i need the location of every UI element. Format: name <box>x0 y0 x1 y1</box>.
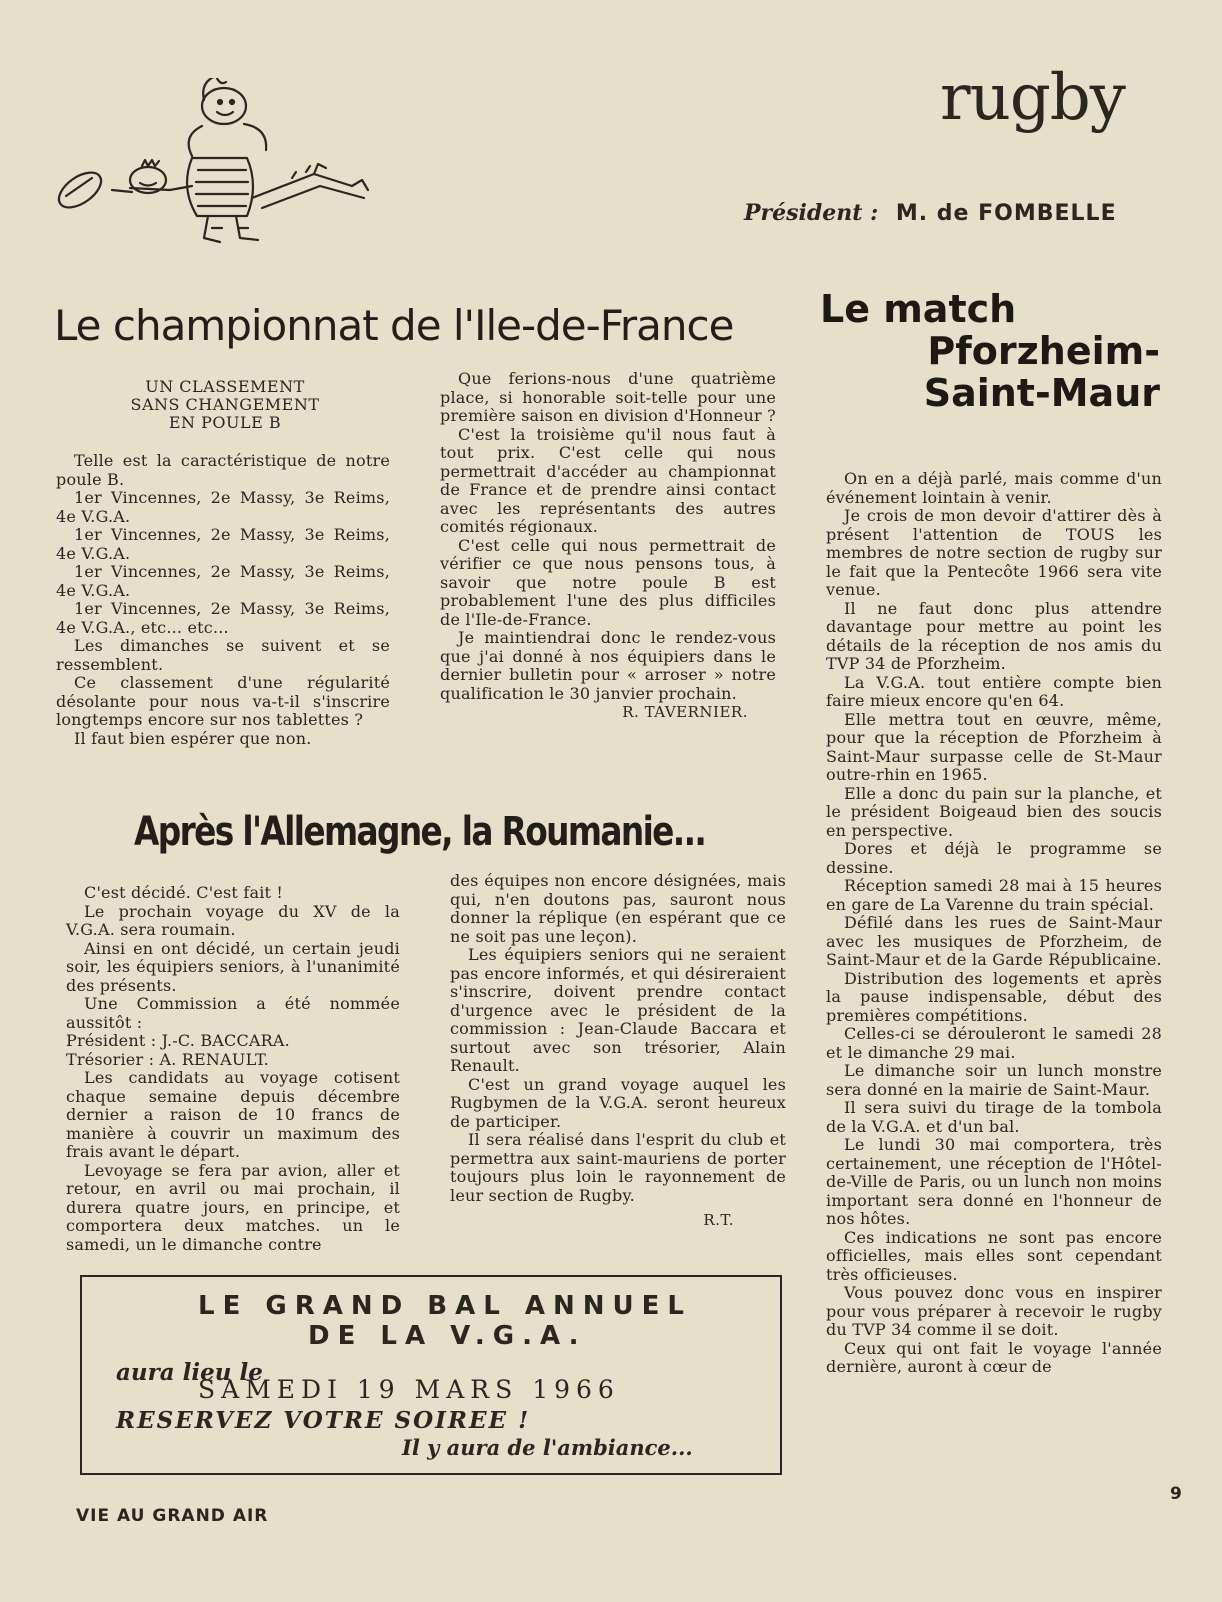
paragraph: Que ferions-nous d'une quatrième place, si honorable soit-telle pour une première saison en division d'Honneur ? <box>440 369 776 425</box>
paragraph: Il faut bien espérer que non. <box>74 728 312 748</box>
paragraph: C'est un grand voyage auquel les Rugbymen de la V.G.A. seront heureux de participer. <box>450 1074 786 1131</box>
paragraph: 1er Vincennes, 2e Massy, 3e Reims, 4e V.G.A. <box>56 562 390 600</box>
paragraph: Levoyage se fera par avion, aller et retour, en avril ou mai prochain, il durera quatre jours, en principe, et comportera deux matches. un le samedi, un le dimanche contre <box>66 1160 400 1254</box>
paragraph: C'est la troisième qu'il nous faut à tout prix. C'est celle qui nous permettrait d'accéder au championnat de France et de prendre ainsi contact avec les représentants des autres comités régionaux. <box>440 424 776 536</box>
ad-line-6: Il y aura de l'ambiance... <box>402 1435 693 1460</box>
paragraph: Il sera suivi du tirage de la tombola de la V.G.A. et d'un bal. <box>826 1098 1162 1136</box>
article1-column-1 <box>56 452 390 748</box>
paragraph: Celles-ci se dérouleront le samedi 28 et le dimanche 29 mai. <box>826 1024 1162 1062</box>
president-label: Président : <box>744 200 879 226</box>
paragraph: Ces indications ne sont pas encore officielles, mais elles sont cependant très officieuses. <box>826 1227 1162 1284</box>
paragraph: Elle mettra tout en œuvre, même, pour que la réception de Pforzheim à Saint-Maur surpasse celle de St-Maur outre-rhin en 1965. <box>826 709 1162 784</box>
paragraph: Dores et déjà le programme se dessine. <box>826 839 1162 877</box>
ad-line-3: aura lieu le <box>116 1359 263 1386</box>
paragraph: C'est celle qui nous permettrait de vérifier ce que nous pensons tous, à savoir que notre poule B est probablement l'une des plus difficiles de l'Ile-de-France. <box>440 535 776 629</box>
paragraph: Trésorier : A. RENAULT. <box>66 1049 269 1069</box>
article2-title: Après l'Allemagne, la Roumanie... <box>134 809 706 855</box>
article2-signature: R.T. <box>703 1211 734 1229</box>
paragraph: des équipes non encore désignées, mais qui, n'en doutons pas, sauront nous donner la réplique (en espérant que ce ne soit pas une leçon). <box>450 871 786 946</box>
president-name: M. de FOMBELLE <box>895 201 1117 226</box>
paragraph: Ceux qui ont fait le voyage l'année dernière, auront à cœur de <box>826 1338 1162 1376</box>
paragraph: Je maintiendrai donc le rendez-vous que j'ai donné à nos équipiers dans le dernier bulletin pour « arroser » notre qualification le 30 janvier prochain. <box>440 628 776 703</box>
paragraph: Le lundi 30 mai comportera, très certainement, une réception de l'Hôtel-de-Ville de Paris, ou un lunch non moins important sera donné en l'honneur de nos hôtes. <box>826 1135 1162 1228</box>
paragraph: Je crois de mon devoir d'attirer dès à présent l'attention de TOUS les membres de notre section de rugby sur le fait que la Pentecôte 1966 sera vite venue. <box>826 506 1162 599</box>
paragraph: Elle a donc du pain sur la planche, et le président Boigeaud bien des soucis en perspective. <box>826 783 1162 840</box>
title-line: Le match <box>820 287 1017 331</box>
paragraph: Le prochain voyage du XV de la V.G.A. sera roumain. <box>66 901 400 939</box>
title-line: Pforzheim- <box>927 329 1160 373</box>
paragraph: Président : J.-C. BACCARA. <box>66 1031 290 1050</box>
paragraph: Vous pouvez donc vous en inspirer pour vous préparer à recevoir le rugby du TVP 34 comme il se doit. <box>826 1283 1162 1339</box>
page-number: 9 <box>1170 1484 1182 1504</box>
article2-column-1 <box>66 884 400 1254</box>
article1-title: Le championnat de l'Ile-de-France <box>54 301 734 350</box>
article3-title <box>820 288 1160 414</box>
ad-line-2: DE LA V.G.A. <box>308 1321 587 1351</box>
paragraph: C'est décidé. C'est fait ! <box>84 883 284 902</box>
subhead-line: EN POULE B <box>168 413 282 432</box>
paragraph: Telle est la caractéristique de notre poule B. <box>56 451 390 489</box>
paragraph: Les candidats au voyage cotisent chaque semaine depuis décembre dernier a raison de 10 francs de manière à couvrir un maximum des frais avant le départ. <box>66 1068 400 1161</box>
article1-column-2 <box>440 370 776 722</box>
subhead-line: SANS CHANGEMENT <box>130 395 320 414</box>
paragraph: Il sera réalisé dans l'esprit du club et permettra aux saint-mauriens de porter toujours plus loin le rayonnement de leur section de Rugby. <box>450 1130 786 1205</box>
paragraph: Il ne faut donc plus attendre davantage pour mettre au point les détails de la réception de nos amis du TVP 34 de Pforzheim. <box>826 598 1162 673</box>
paragraph: Les équipiers seniors qui ne seraient pas encore informés, et qui désireraient s'inscrire, doivent prendre contact d'urgence avec le président de la commission : Jean-Claude Baccara et surtout avec son trésorier, Alain Renault. <box>450 945 786 1075</box>
paragraph: Réception samedi 28 mai à 15 heures en gare de La Varenne du train spécial. <box>826 876 1162 914</box>
title-line: Saint-Maur <box>923 371 1160 415</box>
ad-line-1: LE GRAND BAL ANNUEL <box>198 1291 692 1321</box>
paragraph: Une Commission a été nommée aussitôt : <box>66 994 400 1032</box>
subhead-line: UN CLASSEMENT <box>145 377 305 396</box>
president-line <box>744 200 1117 226</box>
section-title: rugby <box>940 61 1125 135</box>
paragraph: Les dimanches se suivent et se ressemblent. <box>56 636 390 674</box>
paragraph: Ainsi en ont décidé, un certain jeudi soir, les équipiers seniors, à l'unanimité des présents. <box>66 938 400 995</box>
article3-column <box>826 470 1162 1377</box>
paragraph: Le dimanche soir un lunch monstre sera donné en la mairie de Saint-Maur. <box>826 1061 1162 1099</box>
article1-subhead <box>120 378 330 432</box>
rugby-players-illustration <box>52 78 382 248</box>
paragraph: 1er Vincennes, 2e Massy, 3e Reims, 4e V.G.A. <box>56 525 390 563</box>
paragraph: On en a déjà parlé, mais comme d'un événement lointain à venir. <box>826 469 1162 507</box>
ball-announcement-box <box>80 1275 782 1475</box>
paragraph: Défilé dans les rues de Saint-Maur avec les musiques de Pforzheim, de Saint-Maur et de la Garde Républicaine. <box>826 913 1162 969</box>
paragraph: 1er Vincennes, 2e Massy, 3e Reims, 4e V.G.A., etc... etc... <box>56 599 390 637</box>
article2-column-2 <box>450 872 786 1230</box>
article1-signature: R. TAVERNIER. <box>622 703 748 721</box>
magazine-name: VIE AU GRAND AIR <box>76 1506 269 1526</box>
paragraph: Distribution des logements et après la pause indispensable, début des premières compétitions. <box>826 968 1162 1025</box>
paragraph: La V.G.A. tout entière compte bien faire mieux encore qu'en 64. <box>826 672 1162 710</box>
ad-line-5: RESERVEZ VOTRE SOIREE ! <box>116 1407 531 1434</box>
paragraph: 1er Vincennes, 2e Massy, 3e Reims, 4e V.G.A. <box>56 488 390 526</box>
ad-date: SAMEDI 19 MARS 1966 <box>198 1375 620 1404</box>
paragraph: Ce classement d'une régularité désolante pour nous va-t-il s'inscrire longtemps encore sur nos tablettes ? <box>56 673 390 729</box>
